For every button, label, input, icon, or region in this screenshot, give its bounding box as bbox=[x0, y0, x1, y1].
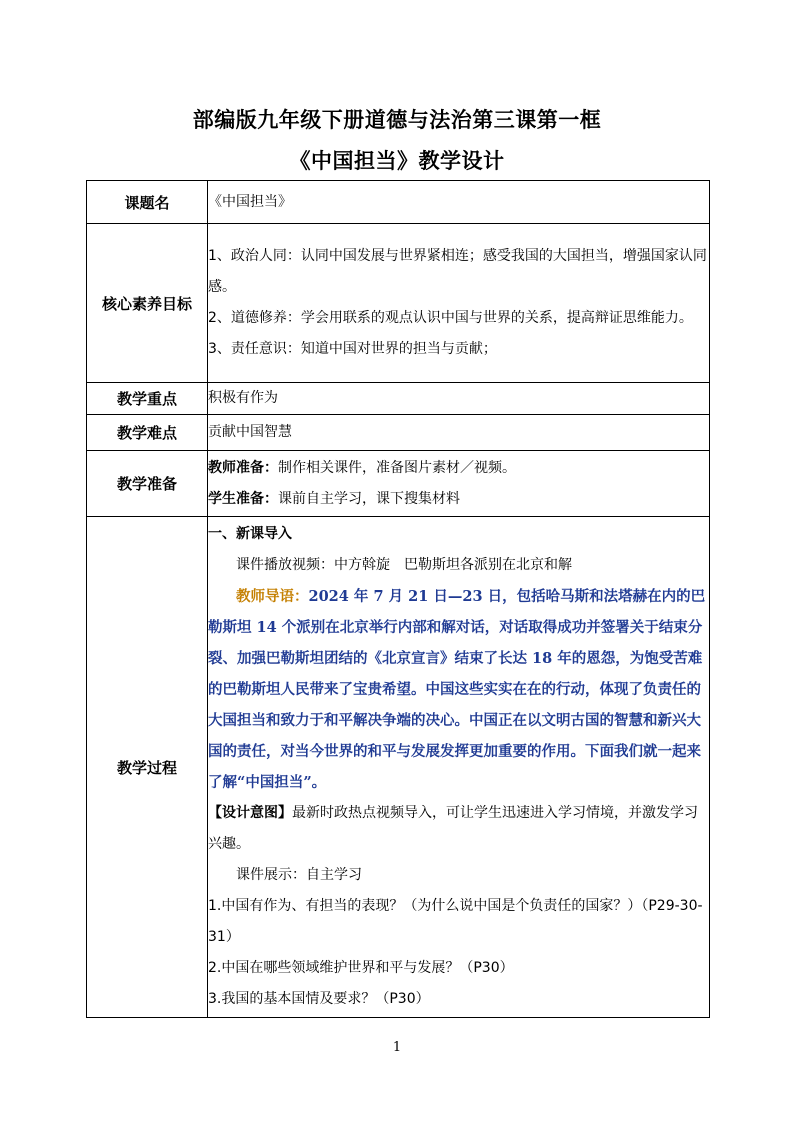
table-row-preparation bbox=[87, 451, 710, 517]
table-row-focus bbox=[87, 383, 710, 415]
core-goal-item-2: 2、道德修养：学会用联系的观点认识中国与世界的关系，提高辩证思维能力。 bbox=[208, 310, 693, 326]
section-heading: 一、新课导入 bbox=[208, 526, 292, 542]
courseware-show-line: 课件展示：自主学习 bbox=[236, 867, 362, 883]
question-2: 2.中国在哪些领域维护世界和平与发展？（P30） bbox=[208, 960, 514, 976]
table-row-process bbox=[87, 517, 710, 1018]
document-title-line-2: 《中国担当》教学设计 bbox=[289, 149, 505, 173]
focus-value: 积极有作为 bbox=[208, 383, 710, 415]
design-intent-paragraph bbox=[208, 798, 709, 860]
preparation-content bbox=[208, 451, 710, 517]
topic-label: 课题名 bbox=[87, 181, 208, 224]
teacher-guide-paragraph bbox=[208, 581, 709, 798]
question-1: 1.中国有作为、有担当的表现？（为什么说中国是个负责任的国家？）（P29-30-31） bbox=[208, 898, 703, 945]
core-goal-item-3: 3、责任意识：知道中国对世界的担当与贡献； bbox=[208, 341, 497, 357]
video-line: 课件播放视频：中方斡旋 巴勒斯坦各派别在北京和解 bbox=[236, 557, 572, 573]
focus-label: 教学重点 bbox=[87, 383, 208, 415]
table-row-topic bbox=[87, 181, 710, 224]
teacher-guide-label: 教师导语： bbox=[236, 588, 309, 605]
process-content bbox=[208, 517, 710, 1018]
question-3: 3.我国的基本国情及要求？（P30） bbox=[208, 991, 430, 1007]
table-row-difficulty bbox=[87, 415, 710, 451]
student-prep-label: 学生准备： bbox=[208, 490, 278, 507]
table-row-core-goals bbox=[87, 224, 710, 383]
core-goals-content bbox=[208, 224, 710, 383]
process-label: 教学过程 bbox=[87, 517, 208, 1018]
teacher-guide-text: 2024 年 7 月 21 日—23 日，包括哈马斯和法塔赫在内的巴勒斯坦 14 个派别在北京举行内部和解对话，对话取得成功并签署关于结束分裂、加强巴勒斯坦团结的《北京宣言》结束了长达 18 年的恩怨，为饱受苦难的巴勒斯坦人民带来了宝贵希望。中国这些实实在在的行动，体现了负责任的大国担当和致力于和平解决争端的决心。中国正在以文明古国的智慧和新兴大国的责任，对当今世界的和平与发展发挥更加重要的作用。下面我们就一起来了解“中国担当”。 bbox=[208, 588, 706, 791]
core-goals-label: 核心素养目标 bbox=[87, 224, 208, 383]
student-prep-line bbox=[208, 484, 709, 515]
lesson-plan-table bbox=[86, 180, 710, 1018]
design-intent-text: 最新时政热点视频导入，可让学生迅速进入学习情境，并激发学习兴趣。 bbox=[208, 805, 698, 852]
student-prep-text: 课前自主学习，课下搜集材料 bbox=[278, 490, 460, 507]
teacher-prep-label: 教师准备： bbox=[208, 459, 278, 476]
page-number: 1 bbox=[392, 1040, 402, 1055]
teacher-prep-line bbox=[208, 453, 709, 484]
design-intent-label: 【设计意图】 bbox=[208, 805, 292, 821]
teacher-prep-text: 制作相关课件，准备图片素材／视频。 bbox=[278, 459, 516, 476]
topic-value: 《中国担当》 bbox=[208, 181, 710, 224]
core-goal-item-1: 1、政治人同：认同中国发展与世界紧相连；感受我国的大国担当，增强国家认同感。 bbox=[208, 248, 707, 295]
document-title-line-1: 部编版九年级下册道德与法治第三课第一框 bbox=[192, 108, 602, 132]
preparation-label: 教学准备 bbox=[87, 451, 208, 517]
difficulty-value: 贡献中国智慧 bbox=[208, 415, 710, 451]
difficulty-label: 教学难点 bbox=[87, 415, 208, 451]
